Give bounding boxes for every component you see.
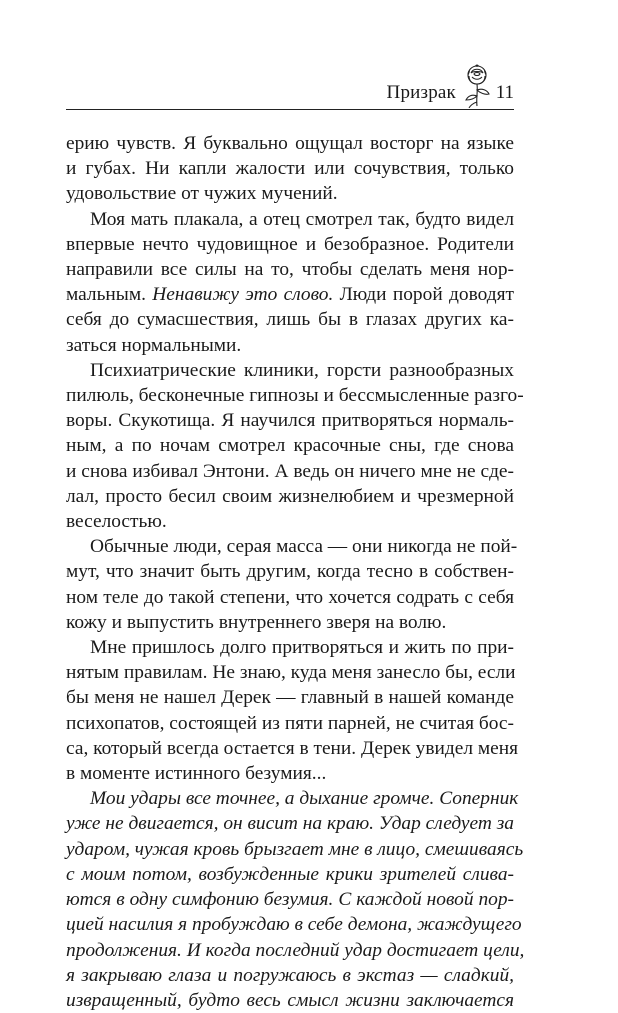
page-body bbox=[66, 131, 525, 1013]
text-line: ном теле до такой степени, что хочется содрать с себя bbox=[66, 586, 514, 608]
text-line: Обычные люди, серая масса — они никогда не пой- bbox=[90, 536, 518, 558]
paragraph bbox=[66, 358, 524, 534]
emphasis-text: Ненавижу это слово. bbox=[152, 284, 334, 306]
text-line: себя до сумасшествия, лишь бы в глазах других ка- bbox=[66, 309, 514, 331]
text-line: Мои удары все точнее, а дыхание громче. Соперник bbox=[90, 788, 519, 810]
text-line: уже не двигается, он висит на краю. Удар следует за bbox=[66, 813, 514, 835]
text-line: кожу и выпустить внутреннего зверя на волю. bbox=[66, 611, 447, 633]
italic-paragraph bbox=[66, 786, 525, 1013]
running-header bbox=[66, 62, 514, 108]
text-line: заться нормальными. bbox=[66, 334, 242, 356]
rose-icon bbox=[458, 62, 496, 108]
text-line: ударом, чужая кровь брызгает мне в лицо, смешиваясь bbox=[66, 838, 524, 860]
text-fragment: Люди порой доводят bbox=[339, 284, 514, 306]
text-line: продолжения. И когда последний удар достигает цели, bbox=[66, 939, 525, 961]
paragraph bbox=[66, 635, 519, 786]
text-line: ерию чувств. Я буквально ощущал восторг на языке bbox=[66, 133, 514, 154]
text-line: Мне пришлось долго притворяться и жить по при- bbox=[90, 637, 514, 659]
text-line: са, который всегда остается в тени. Дерек увидел меня bbox=[66, 737, 519, 759]
text-fragment: мальным. bbox=[66, 284, 146, 306]
text-line: Психиатрические клиники, горсти разнообразных bbox=[90, 359, 514, 381]
text-line: и губах. Ни капли жалости или сочувствия, только bbox=[66, 158, 514, 180]
text-line: психопатов, состоящей из пяти парней, не считая бос- bbox=[66, 712, 514, 734]
paragraph bbox=[66, 131, 514, 207]
text-line: в моменте истинного безумия... bbox=[66, 763, 327, 785]
text-line: ются в одну симфонию безумия. С каждой новой пор- bbox=[66, 889, 514, 911]
text-line: ным, а по ночам смотрел красочные сны, где снова bbox=[66, 435, 514, 457]
text-line: веселостью. bbox=[66, 511, 167, 533]
text-line: Моя мать плакала, а отец смотрел так, будто видел bbox=[90, 208, 514, 230]
text-fragment: нор- bbox=[477, 259, 514, 281]
text-line: воры. Скукотища. Я научился притворяться нормаль- bbox=[66, 410, 514, 432]
text-line: я закрываю глаза и погружаюсь в экстаз — сладкий, bbox=[66, 964, 514, 986]
paragraph bbox=[66, 207, 514, 358]
text-line: удовольствие от чужих мучений. bbox=[66, 183, 338, 205]
text-line bbox=[66, 257, 514, 282]
text-line: мут, что значит быть другим, когда тесно в собствен- bbox=[66, 561, 514, 583]
text-line: и снова избивал Энтони. А ведь он ничего мне не сде- bbox=[66, 460, 514, 482]
text-line bbox=[66, 282, 514, 307]
paragraph bbox=[66, 534, 518, 635]
header-rule bbox=[66, 109, 514, 110]
text-line: пилюль, бесконечные гипнозы и бессмысленные разго- bbox=[66, 385, 524, 407]
text-line: извращенный, будто весь смысл жизни заключается bbox=[66, 989, 514, 1011]
text-fragment: направили все силы на то, чтобы сделать меня bbox=[66, 259, 471, 281]
text-line: цией насилия я пробуждаю в себе демона, жаждущего bbox=[66, 914, 522, 936]
text-line: нятым правилам. Не знаю, куда меня занесло бы, если bbox=[66, 662, 516, 684]
page-number: 11 bbox=[495, 82, 514, 103]
text-line: лал, просто бесил своим жизнелюбием и чрезмерной bbox=[66, 485, 514, 507]
text-line: бы меня не нашел Дерек — главный в нашей команде bbox=[66, 687, 514, 709]
text-line: впервые нечто чудовищное и безобразное. Родители bbox=[66, 233, 514, 255]
text-line: с моим потом, возбужденные крики зрителей слива- bbox=[66, 863, 514, 885]
running-title: Призрак bbox=[386, 82, 456, 103]
